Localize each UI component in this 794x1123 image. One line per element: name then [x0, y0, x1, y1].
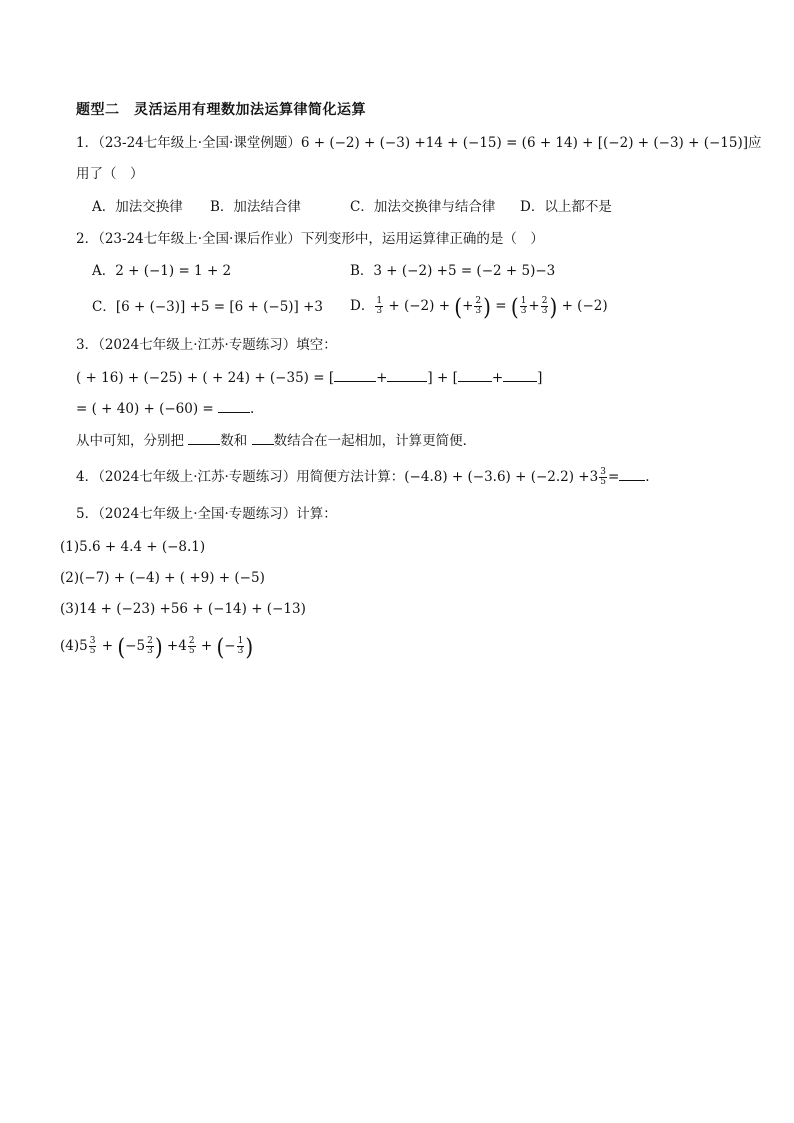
- q3-l3-b: 数和: [220, 433, 252, 449]
- q5-4-prefix: (4)5: [60, 638, 88, 654]
- question-5: 5．（2024七年级上·全国·专题练习）计算：: [76, 506, 337, 522]
- q3-l2-end: .: [250, 401, 255, 417]
- q3-blank-6[interactable]: [188, 430, 220, 445]
- q3-blank-7[interactable]: [252, 430, 274, 445]
- q3-l1-end: ]: [537, 370, 543, 386]
- q3-blank-5[interactable]: [218, 398, 250, 413]
- q1-option-c[interactable]: C．加法交换律与结合律: [350, 199, 496, 215]
- q4-end: .: [645, 469, 650, 485]
- q5-4-plus3: +: [200, 638, 213, 654]
- q4-blank[interactable]: [619, 466, 645, 481]
- q5-4-neg: −: [224, 638, 236, 654]
- q1-option-d[interactable]: D．以上都不是: [520, 199, 612, 215]
- q1-line2: 用了（ ）: [76, 166, 144, 182]
- section-title: 题型二 灵活运用有理数加法运算律简化运算: [76, 102, 366, 118]
- q3-l3-c: 数结合在一起相加，计算更简便．: [273, 433, 477, 449]
- q2-d-plus2: +: [528, 298, 540, 314]
- q5-4-frac1: $\frac{3}{5}$: [89, 636, 96, 656]
- q5-item-4: (4)5 $\frac{3}{5}$ + (−5 $\frac{2}{3}$ ) +4 $\frac{2}{5}$ + (− $\frac{1}{3}$ ): [60, 632, 254, 661]
- q3-blank-3[interactable]: [458, 367, 492, 382]
- q1-option-a[interactable]: A．加法交换律: [92, 199, 183, 215]
- q2-option-d[interactable]: D． $\frac{1}{3}$ + (−2) + (+ $\frac{2}{3}$ ) = ( $\frac{1}{3}$ + $\frac{2}{3}$ ) + (−2): [350, 292, 608, 321]
- q1-expression: 6 + (−2) + (−3) +14 + (−15) = (6 + 14) + [(−2) + (−3) + (−15)]: [300, 135, 748, 151]
- q3-line3: [76, 430, 476, 450]
- question-4: [76, 464, 650, 490]
- q3-l3-a: 从中可知，分别把: [76, 433, 189, 449]
- q2-d-frac3: $\frac{1}{3}$: [520, 296, 527, 316]
- q2-d-mid: + (−2) +: [388, 298, 450, 314]
- q2-d-eq: =: [495, 298, 507, 314]
- q5-item-1: (1)5.6 + 4.4 + (−8.1): [60, 539, 206, 555]
- q1-suffix: 应: [748, 135, 762, 151]
- q2-d-label: D．: [350, 298, 375, 314]
- q3-blank-1[interactable]: [334, 367, 376, 382]
- q5-4-neg5: −5: [125, 638, 146, 654]
- q3-blank-2[interactable]: [387, 367, 427, 382]
- q3-l1-lhs: ( + 16) + (−25) + ( + 24) + (−35) = [: [76, 370, 335, 386]
- question-1: [76, 133, 762, 153]
- q4-expression: (−4.8) + (−3.6) + (−2.2) +3: [404, 469, 599, 485]
- q4-text: 4．（2024七年级上·江苏·专题练习）用简便方法计算：: [76, 469, 405, 485]
- q1-prefix: 1．（23-24七年级上·全国·课堂例题）: [76, 135, 301, 151]
- q3-blank-4[interactable]: [503, 367, 537, 382]
- q5-4-plus2: +4: [166, 638, 187, 654]
- question-3: 3．（2024七年级上·江苏·专题练习）填空：: [76, 337, 337, 353]
- q4-eq: =: [607, 469, 620, 485]
- q3-l2-text: = ( + 40) + (−60) =: [76, 401, 214, 417]
- q3-l1-plus1: +: [376, 370, 388, 386]
- question-2: 2．（23-24七年级上·全国·课后作业）下列变形中，运用运算律正确的是（ ）: [76, 231, 544, 247]
- q2-option-a[interactable]: A．2 + (−1) = 1 + 2: [92, 263, 232, 279]
- q5-item-3: (3)14 + (−23) +56 + (−14) + (−13): [60, 601, 306, 617]
- q5-item-2: (2)(−7) + (−4) + ( +9) + (−5): [60, 570, 265, 586]
- q3-l1-mid: ] + [: [427, 370, 458, 386]
- q2-option-b[interactable]: B．3 + (−2) +5 = (−2 + 5)−3: [350, 263, 556, 279]
- q2-d-frac2: $\frac{2}{3}$: [475, 296, 482, 316]
- q2-d-frac4: $\frac{2}{3}$: [541, 296, 548, 316]
- q2-d-plus: +: [462, 298, 474, 314]
- q5-4-plus1: +: [101, 638, 114, 654]
- q1-option-b[interactable]: B．加法结合律: [210, 199, 301, 215]
- q2-d-tail: + (−2): [561, 298, 608, 314]
- q2-option-c[interactable]: C．[6 + (−3)] +5 = [6 + (−5)] +3: [92, 299, 324, 315]
- q5-4-frac4: $\frac{1}{3}$: [237, 636, 244, 656]
- q3-line2: [76, 398, 254, 418]
- q3-l1-plus2: +: [491, 370, 504, 386]
- q3-line1: [76, 367, 542, 387]
- q4-frac: $\frac{3}{5}$: [600, 467, 606, 487]
- q5-4-frac2: $\frac{2}{3}$: [147, 636, 153, 656]
- q5-4-frac3: $\frac{2}{5}$: [188, 636, 195, 656]
- q2-d-frac1: $\frac{1}{3}$: [376, 296, 383, 316]
